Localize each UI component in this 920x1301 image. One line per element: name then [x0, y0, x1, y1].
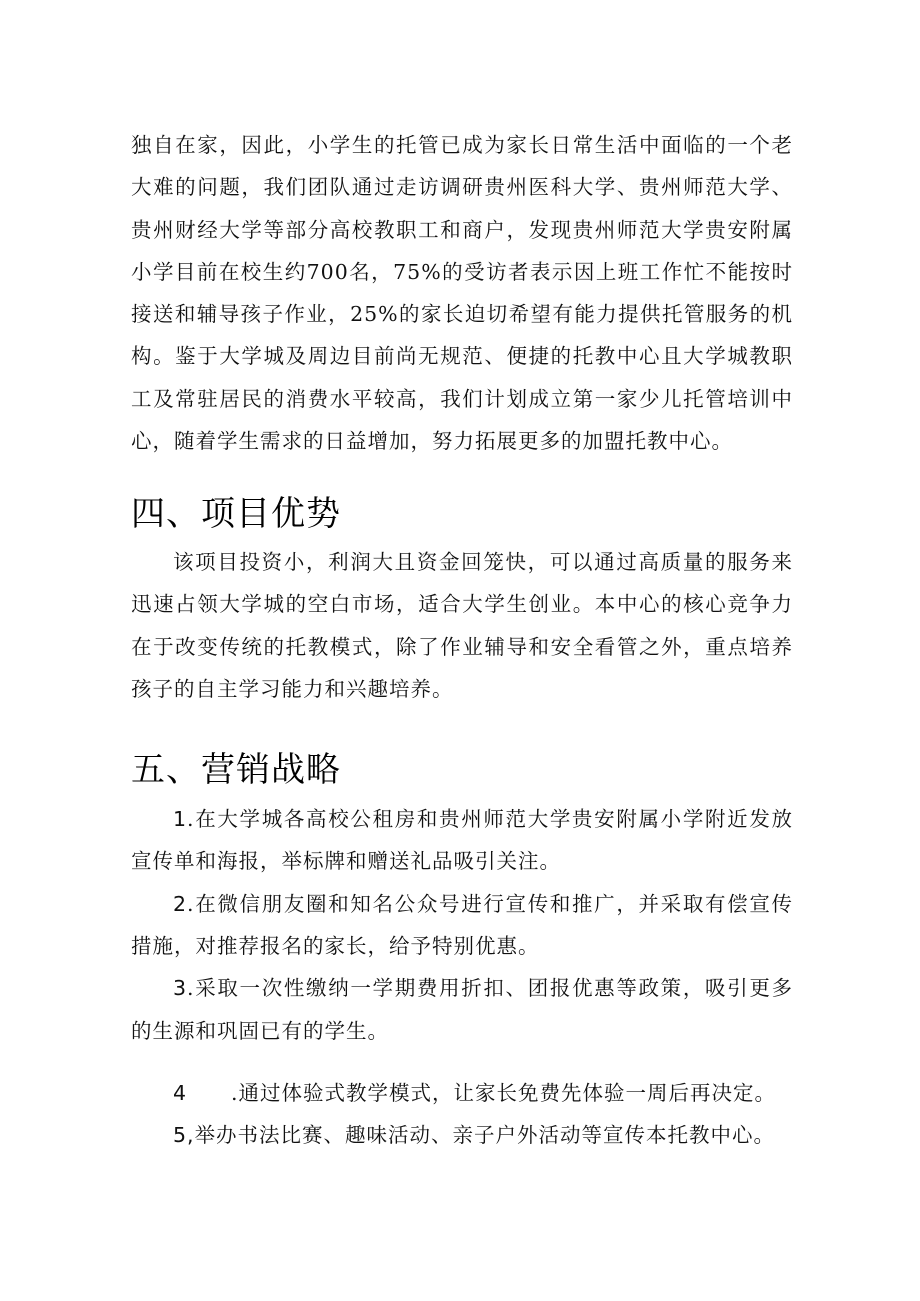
list-item-text: 举办书法比赛、趣味活动、亲子户外活动等宣传本托教中心。: [194, 1123, 776, 1148]
list-item-number: 4: [173, 1080, 188, 1105]
list-item: [131, 798, 793, 883]
list-item-text: .在大学城各高校公租房和贵州师范大学贵安附属小学附近发放宣传单和海报，举标牌和赠送礼品吸引关注。: [131, 807, 793, 874]
list-item-text: .在微信朋友圈和知名公众号进行宣传和推广，并采取有偿宣传措施，对推荐报名的家长，给予特别优惠。: [131, 891, 793, 959]
list-item-text: .通过体验式教学模式，让家长免费先体验一周后再决定。: [231, 1080, 777, 1105]
list-item-text: .采取一次性缴纳一学期费用折扣、团报优惠等政策，吸引更多的生源和巩固已有的学生。: [131, 976, 793, 1043]
marketing-strategy-list: [131, 798, 793, 1156]
list-item-number: 2: [173, 891, 188, 916]
list-item-number: 5,: [173, 1123, 195, 1148]
list-item: [131, 883, 793, 968]
list-item-number: 3: [173, 976, 188, 1001]
document-page: [131, 124, 793, 1157]
list-item: [131, 1114, 793, 1156]
section-heading-project-advantages: 四、项目优势: [131, 494, 341, 534]
section-heading-marketing-strategy: 五、营销战略: [131, 750, 341, 791]
project-advantages-paragraph: 该项目投资小，利润大且资金回笼快，可以通过高质量的服务来迅速占领大学城的空白市场，适合大学生创业。本中心的核心竞争力在于改变传统的托教模式，除了作业辅导和安全看管之外，重点培养孩子的自主学习能力和兴趣培养。: [131, 550, 793, 701]
list-item: [131, 1072, 793, 1114]
list-item: [131, 967, 793, 1052]
list-item-number: 1: [173, 807, 188, 832]
intro-paragraph: 独自在家，因此，小学生的托管已成为家长日常生活中面临的一个老大难的问题，我们团队通过走访调研贵州医科大学、贵州师范大学、贵州财经大学等部分高校教职工和商户，发现贵州师范大学贵安附属小学目前在校生约700名，75%的受访者表示因上班工作忙不能按时接送和辅导孩子作业，25%的家长迫切希望有能力提供托管服务的机构。鉴于大学城及周边目前尚无规范、便捷的托教中心且大学城教职工及常驻居民的消费水平较高，我们计划成立第一家少儿托管培训中心，随着学生需求的日益增加，努力拓展更多的加盟托教中心。: [131, 133, 793, 454]
